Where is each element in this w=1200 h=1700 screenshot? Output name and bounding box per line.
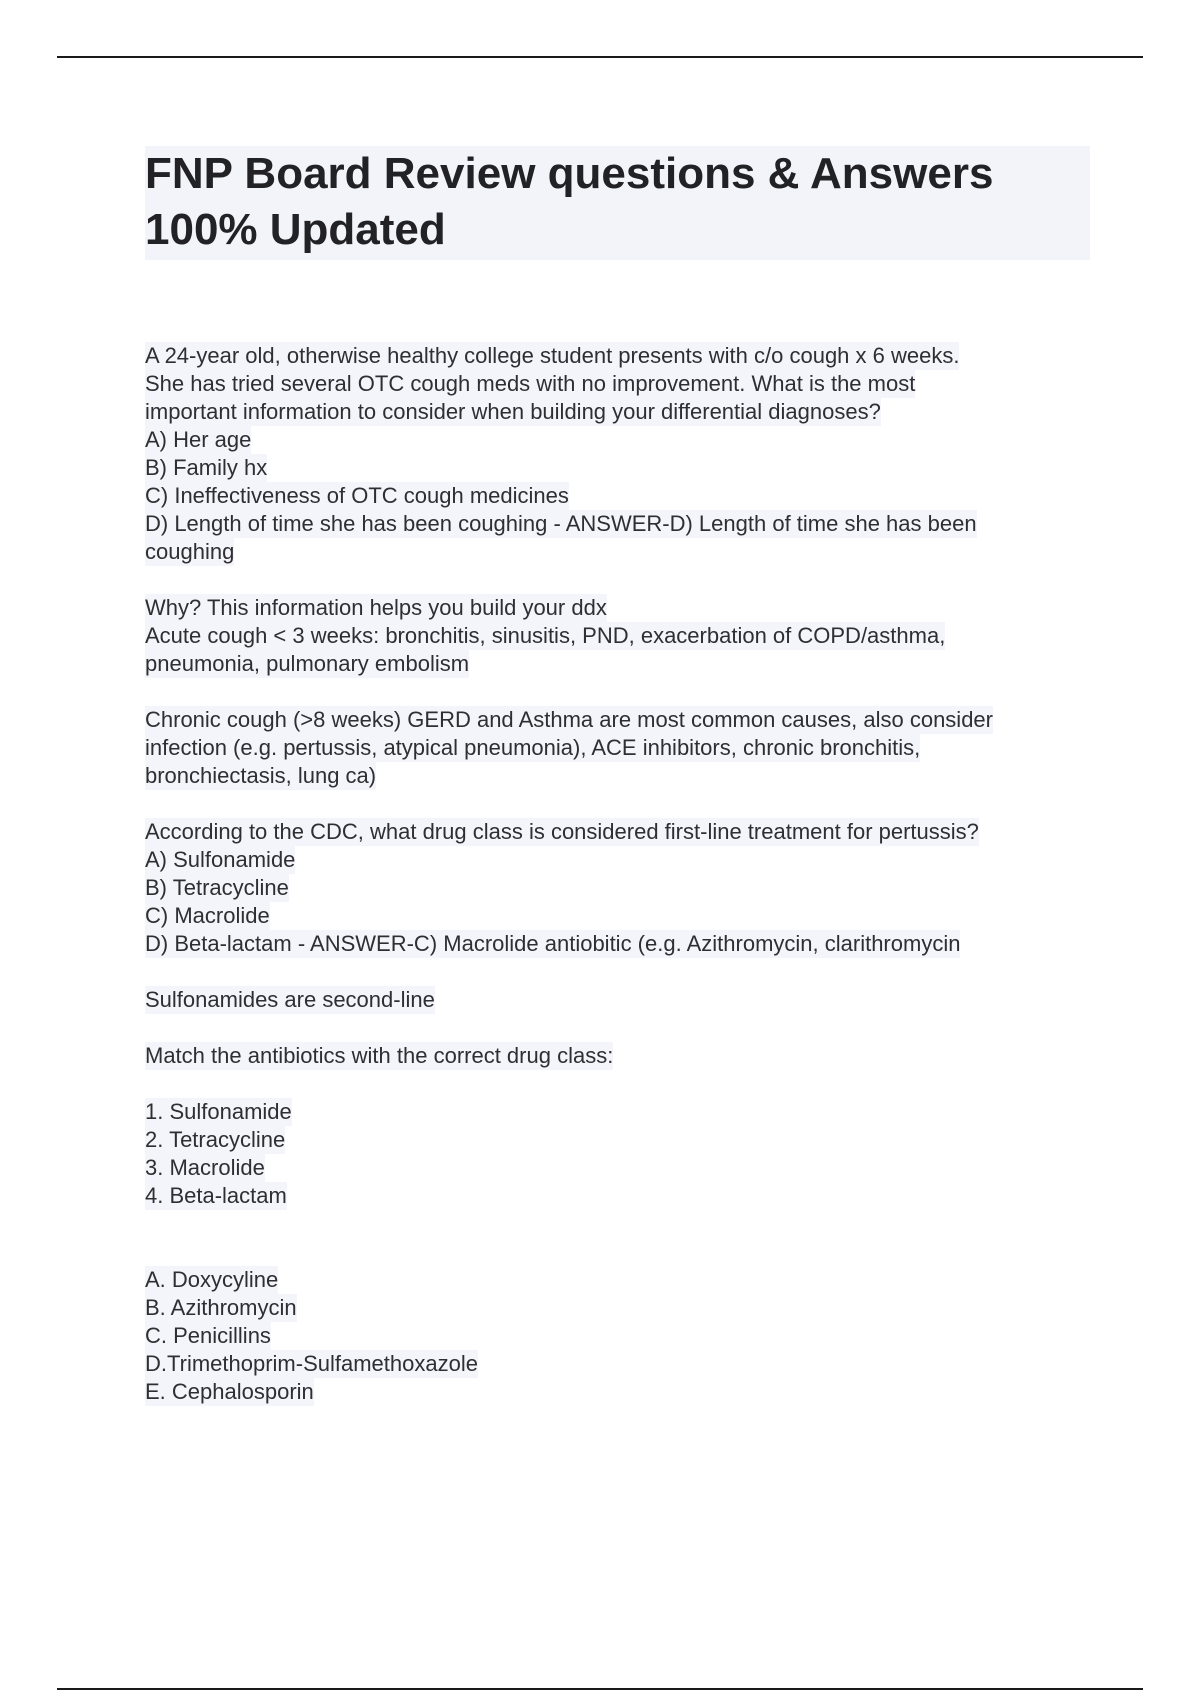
text-line: Chronic cough (>8 weeks) GERD and Asthma are most common causes, also consider bbox=[145, 707, 993, 732]
question-2 bbox=[145, 818, 1090, 958]
list-item: D.Trimethoprim-Sulfamethoxazole bbox=[145, 1351, 478, 1376]
document-body bbox=[145, 342, 1090, 1406]
top-rule bbox=[57, 56, 1143, 58]
text-line: C) Ineffectiveness of OTC cough medicines bbox=[145, 483, 569, 508]
list-item: 4. Beta-lactam bbox=[145, 1183, 287, 1208]
title-line-1: FNP Board Review questions & Answers bbox=[145, 149, 994, 198]
text-line: A) Her age bbox=[145, 427, 252, 452]
document-title bbox=[145, 146, 1090, 260]
text-line: coughing bbox=[145, 539, 235, 564]
list-item: 1. Sulfonamide bbox=[145, 1099, 292, 1124]
list-item: 3. Macrolide bbox=[145, 1155, 265, 1180]
text-line: A 24-year old, otherwise healthy college student presents with c/o cough x 6 weeks. bbox=[145, 343, 960, 368]
text-line: important information to consider when building your differential diagnoses? bbox=[145, 399, 881, 424]
question-1 bbox=[145, 342, 1090, 566]
explanation-chronic bbox=[145, 706, 1090, 790]
text-line: According to the CDC, what drug class is considered first-line treatment for pertussis? bbox=[145, 819, 979, 844]
antibiotic-list bbox=[145, 1266, 1090, 1406]
paragraph-gap bbox=[145, 678, 1090, 706]
document-page bbox=[145, 146, 1090, 1406]
text-line: A) Sulfonamide bbox=[145, 847, 296, 872]
list-item: 2. Tetracycline bbox=[145, 1127, 286, 1152]
paragraph-gap bbox=[145, 1210, 1090, 1266]
text-line: B) Tetracycline bbox=[145, 875, 289, 900]
text-line: C) Macrolide bbox=[145, 903, 270, 928]
paragraph-gap bbox=[145, 1014, 1090, 1042]
paragraph-gap bbox=[145, 790, 1090, 818]
text-line: infection (e.g. pertussis, atypical pneumonia), ACE inhibitors, chronic bronchitis, bbox=[145, 735, 921, 760]
text-line: D) Beta-lactam - ANSWER-C) Macrolide antiobitic (e.g. Azithromycin, clarithromycin bbox=[145, 931, 961, 956]
list-item: A. Doxycyline bbox=[145, 1267, 279, 1292]
paragraph-gap bbox=[145, 1070, 1090, 1098]
text-line: She has tried several OTC cough meds with no improvement. What is the most bbox=[145, 371, 916, 396]
explanation-acute bbox=[145, 594, 1090, 678]
list-item: C. Penicillins bbox=[145, 1323, 271, 1348]
text-line: Sulfonamides are second-line bbox=[145, 987, 435, 1012]
drug-class-list bbox=[145, 1098, 1090, 1210]
paragraph-gap bbox=[145, 958, 1090, 986]
list-item: B. Azithromycin bbox=[145, 1295, 297, 1320]
list-item: E. Cephalosporin bbox=[145, 1379, 314, 1404]
bottom-rule bbox=[57, 1688, 1143, 1690]
question-3-prompt bbox=[145, 1042, 1090, 1070]
text-line: bronchiectasis, lung ca) bbox=[145, 763, 377, 788]
text-line: D) Length of time she has been coughing - ANSWER-D) Length of time she has been bbox=[145, 511, 977, 536]
text-line: B) Family hx bbox=[145, 455, 268, 480]
text-line: pneumonia, pulmonary embolism bbox=[145, 651, 470, 676]
paragraph-gap bbox=[145, 566, 1090, 594]
text-line: Why? This information helps you build your ddx bbox=[145, 595, 607, 620]
text-line: Acute cough < 3 weeks: bronchitis, sinusitis, PND, exacerbation of COPD/asthma, bbox=[145, 623, 946, 648]
text-line: Match the antibiotics with the correct drug class: bbox=[145, 1043, 614, 1068]
note-second-line bbox=[145, 986, 1090, 1014]
title-line-2: 100% Updated bbox=[145, 205, 446, 254]
